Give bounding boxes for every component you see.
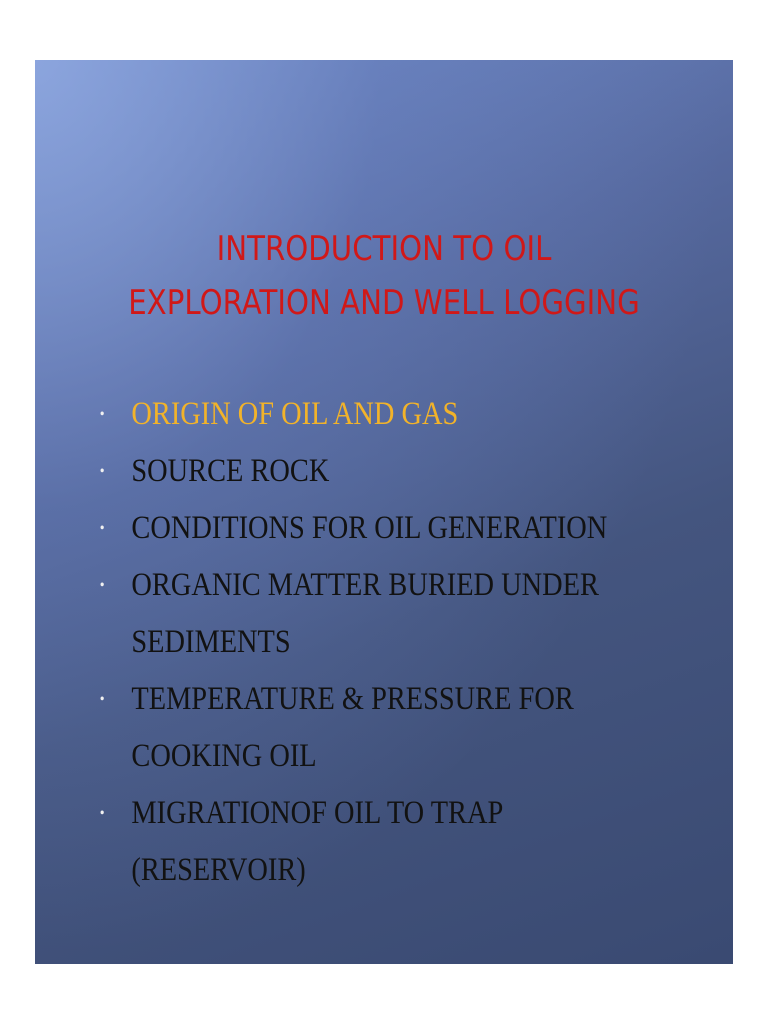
slide-title-line-1: INTRODUCTION TO OIL [216, 229, 552, 269]
bullet-item-temperature [97, 671, 630, 785]
bullet-text-line-2: COOKING OIL [131, 738, 317, 774]
bullet-item-migration [97, 785, 630, 899]
bullet-dot-icon: • [99, 406, 105, 423]
bullet-text: SOURCE ROCK [131, 453, 330, 489]
bullet-item-organic-matter [97, 557, 630, 671]
slide [35, 60, 733, 964]
bullet-dot-icon: • [99, 691, 105, 708]
bullet-text [131, 671, 573, 785]
bullet-item-origin [97, 386, 630, 443]
bullet-dot-icon: • [99, 577, 105, 594]
bullet-dot-icon: • [99, 463, 105, 480]
bullet-dot-icon: • [99, 805, 105, 822]
bullet-text [131, 785, 503, 899]
bullet-dot-icon: • [99, 520, 105, 537]
bullet-text-line-1: MIGRATIONOF OIL TO TRAP [131, 795, 504, 831]
bullet-item-conditions [97, 500, 630, 557]
bullet-text-line-2: SEDIMENTS [131, 624, 291, 660]
bullet-item-source-rock [97, 443, 630, 500]
bullet-text: CONDITIONS FOR OIL GENERATION [131, 510, 608, 546]
bullet-text-line-1: ORGANIC MATTER BURIED UNDER [131, 567, 599, 603]
slide-title [84, 222, 684, 330]
bullet-text-line-1: TEMPERATURE & PRESSURE FOR [131, 681, 574, 717]
bullet-text [131, 557, 598, 671]
bullet-text-line-2: (RESERVOIR) [131, 852, 306, 888]
slide-title-line-2: EXPLORATION AND WELL LOGGING [128, 283, 640, 323]
bullet-list [97, 386, 717, 899]
bullet-text: ORIGIN OF OIL AND GAS [131, 396, 459, 432]
